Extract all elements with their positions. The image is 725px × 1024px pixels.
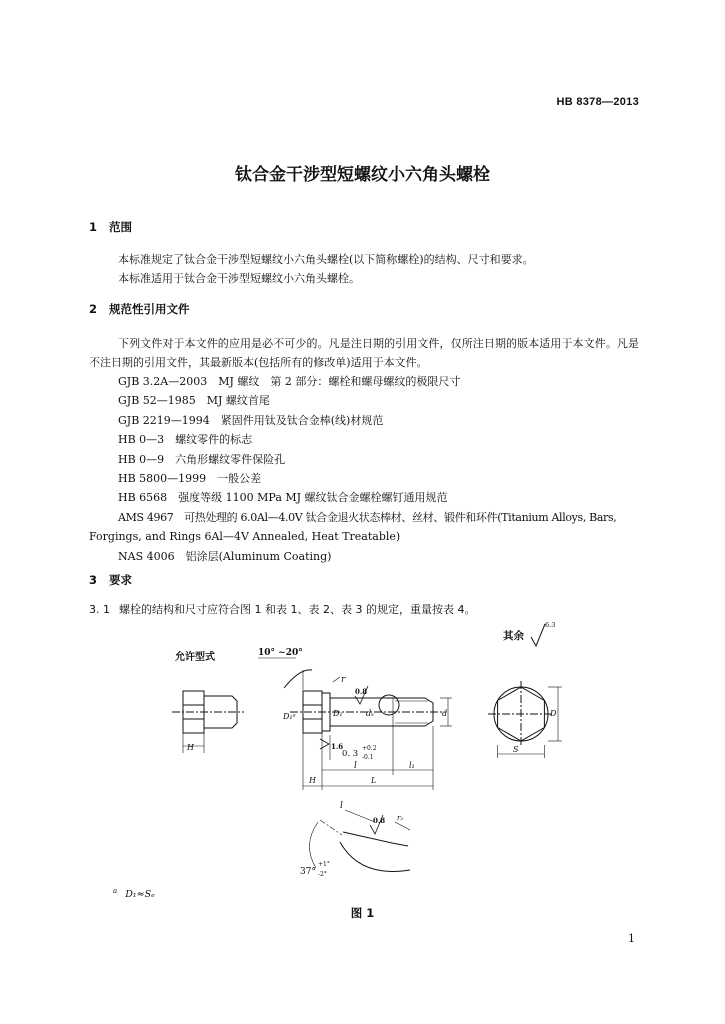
angle-label: 10° ~20° (258, 648, 303, 658)
section-number: 1 (89, 220, 98, 234)
roughness-1-6: 1.6 (331, 742, 344, 751)
dim-l: l (354, 761, 357, 771)
figure-footnote (113, 887, 155, 900)
allowed-form-label: 允许型式 (175, 652, 215, 663)
tolerance-main: 0. 3 (342, 749, 359, 759)
section-number: 3 (89, 573, 98, 587)
reference-item: NAS 4006 铝涂层(Aluminum Coating) (118, 549, 332, 563)
clause-number: 3. 1 (89, 603, 110, 616)
section-number: 2 (89, 302, 98, 316)
standard-code: HB 8378—2013 (556, 96, 639, 108)
detail-angle-sup: +1° (318, 861, 330, 868)
dim-D1a: D₁ᵃ (283, 712, 296, 721)
detail-roughness: 0.8 (373, 816, 386, 825)
tolerance-sub: -0.1 (362, 754, 374, 761)
roughness-0-8: 0.8 (355, 687, 368, 696)
dim-l1: l₁ (409, 761, 415, 770)
reference-item: GJB 3.2A—2003 MJ 螺纹 第 2 部分：螺栓和螺母螺纹的极限尺寸 (118, 375, 461, 388)
dim-H: H (309, 776, 316, 785)
roughness-value: 6.3 (545, 621, 556, 629)
section-title: 范围 (109, 220, 132, 234)
dim-D: D (550, 709, 557, 718)
reference-item: GJB 2219—1994 紧固件用钛及钛合金棒(线)材规范 (118, 413, 384, 427)
dim-S: S (513, 745, 519, 754)
footnote-text: D₁≈Sₑ (125, 889, 155, 901)
reference-item: AMS 4967 可热处理的 6.0Al—4.0V 钛合金退火状态棒材、丝材、锻件和环件(Titanium Alloys, Bars, (118, 510, 617, 524)
reference-item: HB 0—9 六角形螺纹零件保险孔 (118, 452, 286, 466)
clause-text: 螺栓的结构和尺寸应符合图 1 和表 1、表 2、表 3 的规定，重量按表 4。 (119, 603, 476, 616)
roughness-symbol (531, 624, 545, 646)
dim-d: d (442, 709, 448, 718)
detail-dim-l: l (340, 801, 343, 811)
allowed-form-view (172, 691, 244, 753)
detail-angle-sub: -2° (318, 871, 327, 878)
dim-L: L (371, 776, 377, 785)
tolerance-sup: +0.2 (362, 745, 377, 752)
reference-item: GJB 52—1985 MJ 螺纹首尾 (118, 394, 270, 408)
reference-item-continuation: Forgings, and Rings 6Al—4V Annealed, Heat Treatable) (89, 530, 401, 544)
section-title: 规范性引用文件 (109, 302, 190, 316)
section-title: 要求 (109, 573, 132, 587)
radius-label: r (341, 675, 346, 685)
detail-r2: r₂ (397, 814, 404, 822)
reference-item: HB 6568 强度等级 1100 MPa MJ 螺纹钛合金螺栓螺钉通用规范 (118, 491, 448, 505)
dim-H-allowed: H (187, 743, 194, 752)
detail-angle: 37° (300, 867, 316, 877)
paragraph-line: 本标准规定了钛合金干涉型短螺纹小六角头螺栓(以下简称螺栓)的结构、尺寸和要求。 (118, 253, 534, 266)
paragraph-line: 本标准适用于钛合金干涉型短螺纹小六角头螺栓。 (118, 272, 360, 285)
other-surfaces-label: 其余 (503, 630, 524, 642)
figure-caption: 图 1 (350, 906, 375, 920)
dim-ds: dₛ (366, 709, 374, 718)
dim-D1: D₁ (333, 709, 343, 718)
hex-end-view (488, 681, 562, 758)
footnote-mark: a (113, 887, 118, 895)
page-title: 钛合金干涉型短螺纹小六角头螺栓 (235, 165, 490, 185)
page-number: 1 (628, 932, 635, 945)
reference-item: HB 5800—1999 一般公差 (118, 472, 262, 486)
section-2-intro: 下列文件对于本文件的应用是必不可少的。凡是注日期的引用文件，仅所注日期的版本适用于本文件。凡是不注日期的引用文件，其最新版本(包括所有的修改单)适用于本文件。 (89, 337, 639, 369)
reference-item: HB 0—3 螺纹零件的标志 (118, 433, 253, 447)
